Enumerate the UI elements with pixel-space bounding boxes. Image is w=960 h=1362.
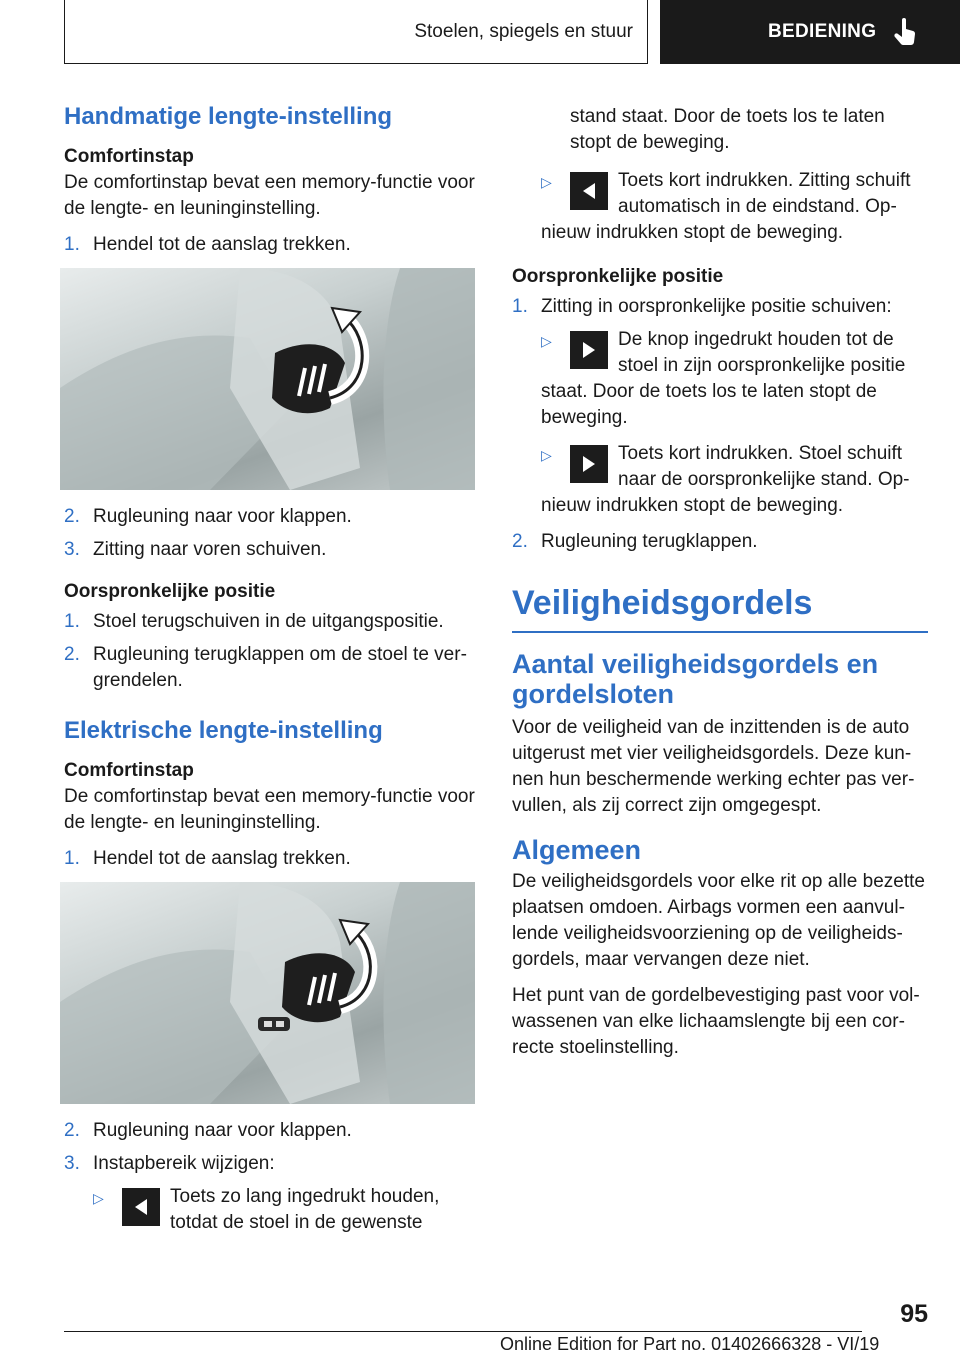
electric-seat-lever-drawing	[60, 882, 475, 1104]
paragraph-belt-count: Voor de veiligheid van de inzittenden is de auto uitgerust met vier veiligheidsgordels. Deze kunnen hun beschermende werking echter pas vervullen, als zij correct zijn omgegespt.	[512, 717, 915, 816]
bullet-hold-key	[64, 1184, 476, 1236]
paragraph-general-2: Het punt van de gordelbevestiging past voor volwassenen van elke lichaamslengte bij een correcte stoelinstelling.	[512, 985, 920, 1058]
list-item: 3. Instapbereik wijzigen:	[64, 1153, 275, 1174]
footer-edition: Online Edition for Part no. 01402666328 - VI/19	[500, 1334, 880, 1354]
pointing-hand-icon	[894, 18, 916, 46]
bullet-marker: ▷	[541, 333, 552, 349]
backward-key-icon	[570, 172, 608, 210]
paragraph-continued: stand staat. Door de toets los te laten stopt de beweging.	[570, 106, 885, 153]
subheading-comfort-entry-electric: Comfortinstap	[64, 760, 194, 781]
bullet-short-forward	[512, 441, 928, 519]
footer-divider	[64, 1331, 862, 1332]
heading-belt-count: Aantal veiligheidsgordels en gordelsloten	[512, 649, 879, 709]
list-item: 1. Hendel tot de aanslag trekken.	[64, 848, 351, 869]
bullet-marker: ▷	[93, 1190, 104, 1206]
header-section-label	[64, 0, 648, 64]
bullet-text: Toets kort indrukken. Stoel schuift naar de oorspronkelijke stand. Opnieuw indrukken stopt de beweging.	[541, 443, 910, 516]
bullet-marker: ▷	[541, 174, 552, 190]
section-title: Stoelen, spiegels en stuur	[414, 20, 633, 42]
bullet-text: Toets kort indrukken. Zitting schuift automatisch in de eindstand. Opnieuw indrukken stopt de beweging.	[541, 170, 911, 243]
paragraph-general-1: De veiligheidsgordels voor elke rit op alle bezette plaatsen omdoen. Airbags vormen een aanvullende veiligheidsvoorziening op de veiligheidsgordels, maar vervangen deze niet.	[512, 871, 925, 970]
page-number: 95	[900, 1300, 928, 1328]
bullet-marker: ▷	[541, 447, 552, 463]
list-item: 2. Rugleuning naar voor klappen.	[64, 506, 352, 527]
electric-seat-lever-illustration	[60, 882, 475, 1104]
paragraph-comfort-entry-electric: De comfortinstap bevat een memory-functie voor de lengte- en leuninginstelling.	[64, 786, 475, 833]
list-item: 1. Zitting in oorspronkelijke positie schuiven:	[512, 296, 892, 317]
bullet-text: De knop ingedrukt houden tot de stoel in zijn oorspronkelijke positie staat. Door de toets los te laten stopt de beweging.	[541, 329, 906, 428]
header-chapter-tab	[660, 0, 960, 64]
heading-general: Algemeen	[512, 835, 642, 865]
backward-key-icon	[122, 1188, 160, 1226]
section-heading-manual: Handmatige lengte-instelling	[64, 103, 393, 130]
chapter-title: BEDIENING	[768, 21, 877, 42]
list-item: 2. Rugleuning terugklappen.	[512, 531, 758, 552]
list-item: 3. Zitting naar voren schuiven.	[64, 539, 327, 560]
subheading-comfort-entry: Comfortinstap	[64, 146, 194, 167]
subheading-original-position: Oorspronkelijke positie	[64, 581, 276, 602]
list-item: 2. Rugleuning naar voor klappen.	[64, 1120, 352, 1141]
seat-lever-illustration	[60, 268, 475, 490]
forward-key-icon	[570, 445, 608, 483]
forward-key-icon	[570, 331, 608, 369]
bullet-text: Toets zo lang ingedrukt houden, totdat de stoel in de gewenste	[170, 1186, 440, 1233]
seat-lever-drawing	[60, 268, 475, 490]
left-column	[64, 100, 476, 1246]
bullet-hold-forward	[512, 327, 928, 431]
list-item: 2. Rugleuning terugklappen om de stoel te vergrendelen.	[64, 644, 467, 691]
list-item: 1. Hendel tot de aanslag trekken.	[64, 234, 351, 255]
bullet-short-press	[512, 168, 928, 246]
chapter-heading-seatbelts: Veiligheidsgordels	[512, 581, 928, 633]
section-heading-electric: Elektrische lengte-instelling	[64, 717, 383, 744]
list-item: 1. Stoel terugschuiven in de uitgangspositie.	[64, 611, 444, 632]
paragraph-comfort-entry: De comfortinstap bevat een memory-functie voor de lengte- en leuninginstelling.	[64, 172, 475, 219]
subheading-original-position-right: Oorspronkelijke positie	[512, 266, 724, 287]
right-column	[512, 104, 928, 1071]
